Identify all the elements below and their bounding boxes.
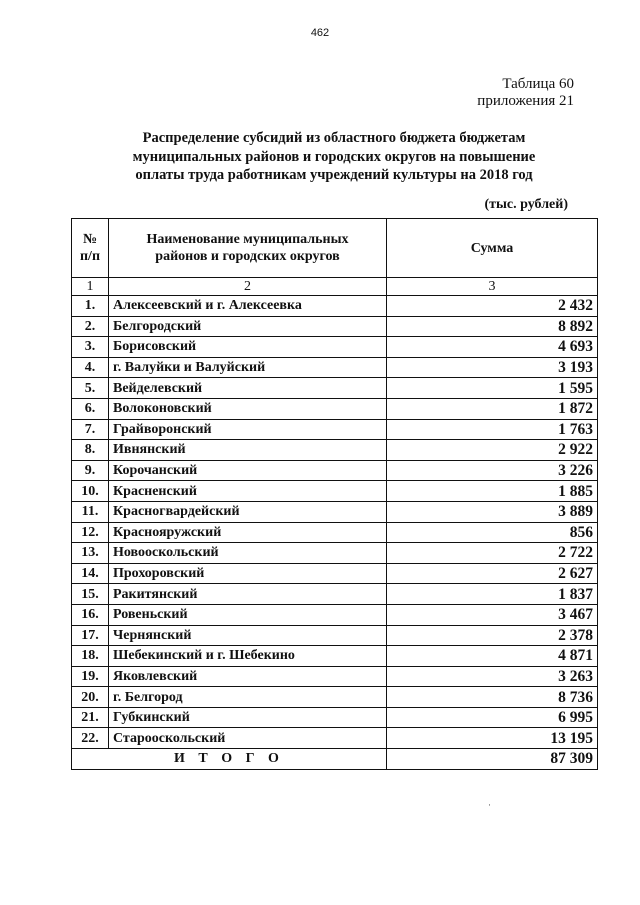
row-number: 13. [72, 543, 109, 564]
subsidy-amount: 3 193 [387, 357, 598, 378]
subsidy-amount: 2 378 [387, 625, 598, 646]
row-number: 3. [72, 337, 109, 358]
subsidy-amount: 1 885 [387, 481, 598, 502]
table-row [72, 316, 598, 337]
row-number: 14. [72, 563, 109, 584]
table-row [72, 501, 598, 522]
district-name: Красненский [109, 481, 387, 502]
unit-note: (тыс. рублей) [484, 197, 568, 212]
subsidy-table [71, 218, 598, 770]
subsidy-amount: 3 226 [387, 460, 598, 481]
district-name: Яковлевский [109, 666, 387, 687]
table-row [72, 398, 598, 419]
district-name: Ивнянский [109, 440, 387, 461]
subsidy-amount: 2 432 [387, 296, 598, 317]
subsidy-amount: 2 922 [387, 440, 598, 461]
row-number: 4. [72, 357, 109, 378]
district-name: Борисовский [109, 337, 387, 358]
row-number: 22. [72, 728, 109, 749]
title-line2: муниципальных районов и городских округов на повышение [132, 148, 536, 165]
header-name [109, 219, 387, 278]
table-row [72, 460, 598, 481]
district-name: Чернянский [109, 625, 387, 646]
row-number: 18. [72, 646, 109, 667]
table-row [72, 584, 598, 605]
subsidy-amount: 4 693 [387, 337, 598, 358]
district-name: Алексеевский и г. Алексеевка [109, 296, 387, 317]
row-number: 7. [72, 419, 109, 440]
subsidy-amount: 13 195 [387, 728, 598, 749]
subsidy-amount: 2 722 [387, 543, 598, 564]
title-line1: Распределение субсидий из областного бюджета бюджетам [142, 130, 526, 146]
subsidy-amount: 1 872 [387, 398, 598, 419]
header-num-line1: № [82, 232, 98, 247]
table-row [72, 707, 598, 728]
table-row [72, 666, 598, 687]
row-number: 6. [72, 398, 109, 419]
district-name: г. Белгород [109, 687, 387, 708]
subsidy-amount: 6 995 [387, 707, 598, 728]
row-number: 12. [72, 522, 109, 543]
table-row [72, 625, 598, 646]
table-row [72, 337, 598, 358]
table-row [72, 604, 598, 625]
row-number: 10. [72, 481, 109, 502]
header-name-line2: районов и городских округов [155, 249, 340, 264]
subsidy-amount: 1 837 [387, 584, 598, 605]
table-reference-line1: Таблица 60 [502, 76, 574, 92]
district-name: Ракитянский [109, 584, 387, 605]
district-name: г. Валуйки и Валуйский [109, 357, 387, 378]
column-number-1: 1 [72, 278, 109, 296]
subsidy-amount: 4 871 [387, 646, 598, 667]
table-row [72, 296, 598, 317]
total-row [72, 749, 598, 770]
row-number: 17. [72, 625, 109, 646]
table-reference [477, 76, 574, 110]
district-name: Белгородский [109, 316, 387, 337]
subsidy-amount: 8 892 [387, 316, 598, 337]
table-row [72, 728, 598, 749]
total-amount: 87 309 [387, 749, 598, 770]
row-number: 2. [72, 316, 109, 337]
district-name: Грайворонский [109, 419, 387, 440]
table-row [72, 357, 598, 378]
table-row [72, 543, 598, 564]
title-line3: оплаты труда работникам учреждений культуры на 2018 год [135, 167, 533, 183]
row-number: 9. [72, 460, 109, 481]
table-row [72, 563, 598, 584]
table-row [72, 481, 598, 502]
row-number: 19. [72, 666, 109, 687]
column-number-row [72, 278, 598, 296]
row-number: 5. [72, 378, 109, 399]
district-name: Краснояружский [109, 522, 387, 543]
district-name: Красногвардейский [109, 501, 387, 522]
district-name: Губкинский [109, 707, 387, 728]
subsidy-amount: 3 263 [387, 666, 598, 687]
subsidy-amount: 3 889 [387, 501, 598, 522]
district-name: Корочанский [109, 460, 387, 481]
subsidy-amount: 1 595 [387, 378, 598, 399]
column-number-3: 3 [387, 278, 598, 296]
header-num-line2: п/п [79, 249, 101, 264]
table-row [72, 646, 598, 667]
district-name: Шебекинский и г. Шебекино [109, 646, 387, 667]
district-name: Прохоровский [109, 563, 387, 584]
row-number: 15. [72, 584, 109, 605]
table-row [72, 378, 598, 399]
total-label: И Т О Г О [72, 749, 387, 770]
district-name: Ровеньский [109, 604, 387, 625]
row-number: 20. [72, 687, 109, 708]
subsidy-amount: 856 [387, 522, 598, 543]
column-number-2: 2 [109, 278, 387, 296]
row-number: 11. [72, 501, 109, 522]
page-number: 462 [310, 27, 330, 39]
district-name: Вейделевский [109, 378, 387, 399]
row-number: 21. [72, 707, 109, 728]
subsidy-amount: 1 763 [387, 419, 598, 440]
table-row [72, 440, 598, 461]
row-number: 16. [72, 604, 109, 625]
subsidy-amount: 2 627 [387, 563, 598, 584]
header-sum: Сумма [387, 219, 598, 278]
table-row [72, 522, 598, 543]
scan-speck: · [488, 800, 491, 810]
subsidy-amount: 8 736 [387, 687, 598, 708]
table-header-row [72, 219, 598, 278]
table-reference-line2: приложения 21 [477, 93, 574, 109]
district-name: Волоконовский [109, 398, 387, 419]
row-number: 8. [72, 440, 109, 461]
subsidy-amount: 3 467 [387, 604, 598, 625]
header-name-line1: Наименование муниципальных [146, 232, 349, 247]
row-number: 1. [72, 296, 109, 317]
district-name: Старооскольский [109, 728, 387, 749]
table-row [72, 419, 598, 440]
document-title [100, 129, 568, 185]
district-name: Новооскольский [109, 543, 387, 564]
header-num [72, 219, 109, 278]
table-row [72, 687, 598, 708]
